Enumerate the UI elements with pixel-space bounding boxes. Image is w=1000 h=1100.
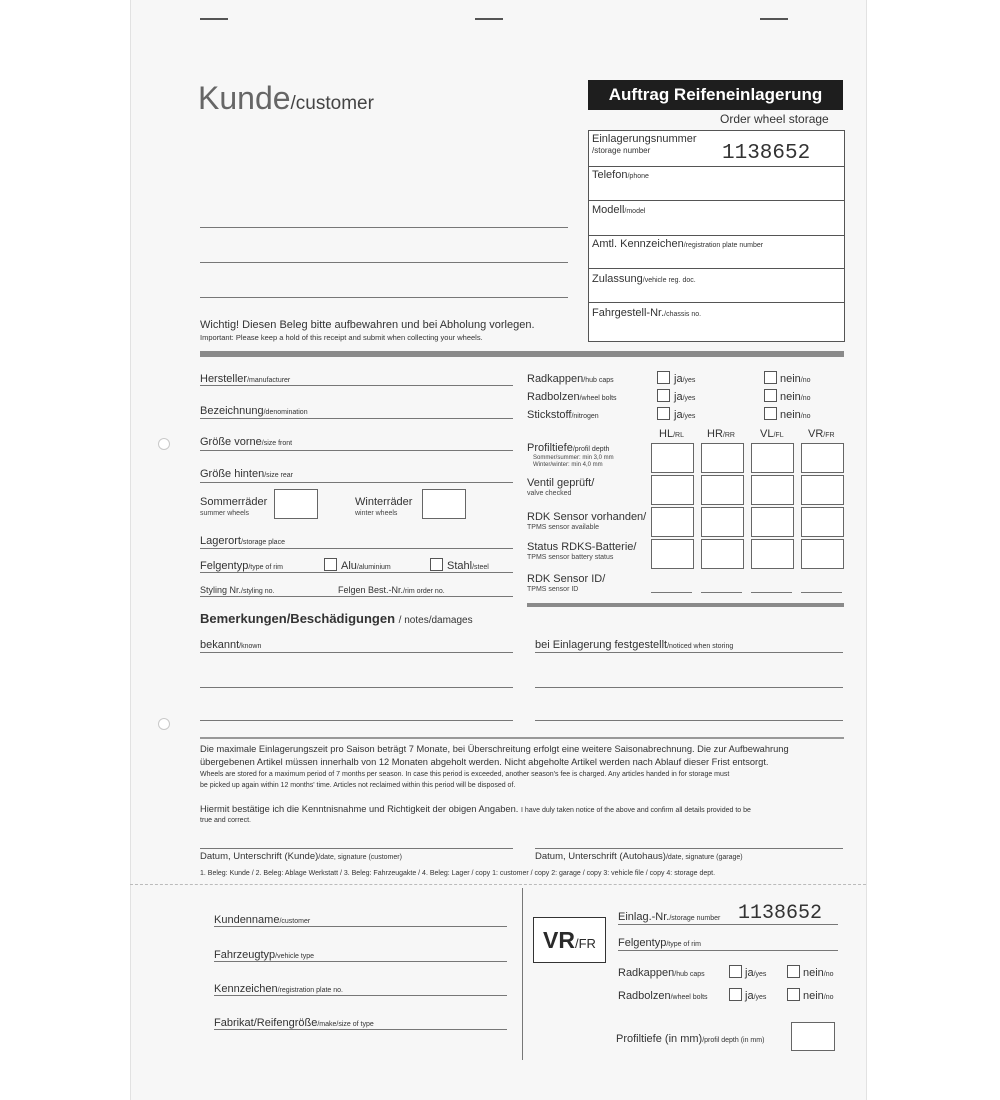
profile-hr-box[interactable]: [701, 443, 744, 473]
nitrogen-field: [527, 409, 599, 421]
sensor-id-vr-input[interactable]: [801, 592, 842, 593]
tag-rim-sub: /type of rim: [666, 941, 701, 948]
no-label: nein: [780, 373, 801, 385]
profile-hl-box[interactable]: [651, 443, 694, 473]
storage-number-sub: /storage number: [592, 146, 651, 155]
terms-en-2: be picked up again within 12 months' time. Articles not reclaimed within this period will be disposed of.: [200, 782, 516, 789]
battery-hl-box[interactable]: [651, 539, 694, 569]
tag-vehicle-label: Fahrzeugtyp: [214, 949, 276, 961]
storage-divider: [588, 166, 844, 167]
noticed-line[interactable]: [535, 652, 843, 653]
confirm-en: I have duly taken notice of the above and confirm all details provided to be: [520, 807, 751, 814]
manufacturer-field: [200, 373, 290, 385]
no-sub: /no: [800, 395, 811, 402]
profile-vl-box[interactable]: [751, 443, 794, 473]
tag-profile-field: [616, 1033, 764, 1045]
tag-hubcaps-field: [618, 967, 705, 979]
rdk-sub: TPMS sensor available: [527, 524, 599, 531]
phone-label: Telefon: [592, 169, 628, 181]
denomination-sub: /denomination: [263, 409, 308, 416]
hubcaps-sub: /hub caps: [583, 377, 614, 384]
hubcaps-yes-option: [674, 373, 695, 385]
nitrogen-no-checkbox[interactable]: [764, 407, 777, 420]
yes-label: ja: [674, 373, 683, 385]
rdk-label: RDK Sensor vorhanden/: [527, 511, 647, 523]
confirm-en-2: true and correct.: [200, 817, 251, 824]
confirm-text: [200, 804, 751, 814]
yes-sub: /yes: [682, 377, 696, 384]
storage-number-label: [592, 133, 697, 145]
terms-de-2: übergebenen Artikel müssen innerhalb von 12 Monaten abgeholt werden. Nicht abgeholte Artikel werden nach Ablauf dieser Frist entsorgt.: [200, 757, 769, 767]
plate-field: [592, 238, 763, 250]
punch-hole: [158, 718, 170, 730]
noticed-label: bei Einlagerung festgestellt: [535, 639, 668, 651]
tag-bolts-yes-checkbox[interactable]: [729, 988, 742, 1001]
tag-hubcaps-sub: /hub caps: [674, 971, 705, 978]
tag-make-sub: /make/size of type: [317, 1021, 374, 1028]
rdk-hl-box[interactable]: [651, 507, 694, 537]
valve-label: Ventil geprüft/: [527, 477, 595, 489]
address-line[interactable]: [200, 262, 568, 263]
known-line[interactable]: [200, 652, 513, 653]
tag-plate-input[interactable]: [214, 995, 507, 996]
garage-signature-line[interactable]: [535, 848, 843, 849]
notice-de: Wichtig! Diesen Beleg bitte aufbewahren und bei Abholung vorlegen.: [200, 319, 535, 331]
yes-sub: /yes: [682, 413, 696, 420]
tag-hubcaps-label: Radkappen: [618, 967, 675, 979]
tag-vehicle-sub: /vehicle type: [275, 953, 315, 960]
tag-bolts-sub: /wheel bolts: [670, 994, 708, 1001]
nitrogen-no-option: [780, 409, 811, 421]
bolts-yes-option: [674, 391, 695, 403]
tag-customer-field: [214, 914, 310, 926]
size-rear-input[interactable]: [200, 482, 513, 483]
size-front-field: [200, 436, 292, 448]
sensor-id-label: RDK Sensor ID/: [527, 573, 606, 585]
order-subtitle: Order wheel storage: [720, 112, 829, 126]
bolts-field: [527, 391, 617, 403]
storage-number-value: 1138652: [722, 142, 811, 165]
tag-plate-label: Kennzeichen: [214, 983, 278, 995]
garage-signature-label: [535, 851, 743, 862]
remarks-heading-sub: / notes/damages: [398, 615, 473, 626]
bolts-no-option: [780, 391, 811, 403]
battery-label: Status RDKS-Batterie/: [527, 541, 637, 553]
tag-profile-box[interactable]: [791, 1022, 835, 1051]
page-title: [198, 80, 374, 117]
notice-en: Important: Please keep a hold of this receipt and submit when collecting your wheels.: [200, 333, 483, 342]
hubcaps-field: [527, 373, 614, 385]
customer-signature-label: [200, 851, 402, 862]
rim-order-sub: /rim order no.: [403, 588, 445, 595]
tag-bolts-no-option: [803, 990, 834, 1002]
customer-signature-line[interactable]: [200, 848, 513, 849]
tag-storage-number: 1138652: [738, 902, 823, 925]
valve-vl-box[interactable]: [751, 475, 794, 505]
tag-storage-sub: /storage number: [669, 915, 721, 922]
tag-yes-sub: /yes: [753, 994, 767, 1001]
winter-wheels-sub: winter wheels: [355, 510, 398, 517]
storage-place-sub: /storage place: [240, 539, 285, 546]
section-divider-2: [527, 603, 844, 607]
sig-garage-de: Datum, Unterschrift (Autohaus): [535, 851, 666, 862]
hubcaps-no-option: [780, 373, 811, 385]
model-sub: /model: [624, 208, 646, 215]
phone-divider: [588, 200, 844, 201]
sig-customer-sub: /date, signature (customer): [318, 854, 402, 861]
yes-sub: /yes: [682, 395, 696, 402]
noticed-line[interactable]: [535, 720, 843, 721]
tag-make-input[interactable]: [214, 1029, 507, 1030]
wheel-position-badge: [533, 917, 606, 963]
battery-vl-box[interactable]: [751, 539, 794, 569]
known-field: [200, 639, 261, 651]
tag-no-sub: /no: [823, 994, 834, 1001]
alu-label: Alu: [341, 560, 357, 572]
perforation-tick: [475, 18, 503, 20]
sensor-id-sub: TPMS sensor ID: [527, 586, 579, 593]
reg-field: [592, 273, 696, 285]
tag-bolts-label: Radbolzen: [618, 990, 671, 1002]
tag-storage-field: [618, 911, 720, 923]
chassis-sub: /chassis no.: [664, 311, 702, 318]
size-rear-label: Größe hinten: [200, 468, 265, 480]
battery-hr-box[interactable]: [701, 539, 744, 569]
tag-bolts-yes-option: [745, 990, 766, 1002]
copies-note: 1. Beleg: Kunde / 2. Beleg: Ablage Werkstatt / 3. Beleg: Fahrzeugakte / 4. Beleg: Lager / copy 1: customer / copy 2: garage / copy 3: vehicle file / copy 4: storage dept.: [200, 870, 716, 877]
summer-wheels-sub: summer wheels: [200, 510, 250, 517]
tag-customer-label: Kundenname: [214, 914, 280, 926]
col-vr-label: VR: [808, 428, 824, 440]
noticed-line[interactable]: [535, 687, 843, 688]
col-vl-label: VL: [760, 428, 774, 440]
no-sub: /no: [800, 377, 811, 384]
styling-field: [200, 585, 274, 595]
storage-place-field: [200, 535, 285, 547]
tag-plate-sub: /registration plate no.: [277, 987, 343, 994]
tag-customer-input[interactable]: [214, 926, 507, 927]
no-label: nein: [780, 409, 801, 421]
bolts-sub: /wheel bolts: [579, 395, 617, 402]
winter-wheels-label: Winterräder: [355, 496, 413, 508]
manufacturer-label: Hersteller: [200, 373, 248, 385]
tag-rim-label: Felgentyp: [618, 937, 667, 949]
perforation-tick: [200, 18, 228, 20]
order-title-bar: [588, 80, 843, 110]
tag-rim-input[interactable]: [618, 950, 838, 951]
order-title: Auftrag Reifeneinlagerung: [608, 85, 823, 104]
alu-sub: /aluminium: [356, 564, 391, 571]
bolts-label: Radbolzen: [527, 391, 580, 403]
tag-make-label: Fabrikat/Reifengröße: [214, 1017, 318, 1029]
tag-hubcaps-no-option: [803, 967, 834, 979]
tag-storage-label: Einlag.-Nr.: [618, 911, 670, 923]
confirm-de: Hiermit bestätige ich die Kenntnisnahme und Richtigkeit der obigen Angaben.: [200, 804, 519, 814]
tag-storage-input[interactable]: [618, 924, 838, 925]
rim-type-input[interactable]: [200, 572, 513, 573]
col-hr-sub: /RR: [722, 432, 735, 439]
hubcaps-no-checkbox[interactable]: [764, 371, 777, 384]
valve-hr-box[interactable]: [701, 475, 744, 505]
steel-sub: /steel: [472, 564, 489, 571]
tag-yes-label: ja: [745, 990, 754, 1002]
tag-no-label: nein: [803, 967, 824, 979]
profile-label: Profiltiefe: [527, 442, 573, 454]
col-vl-header: [760, 428, 784, 440]
chassis-label: Fahrgestell-Nr.: [592, 307, 665, 319]
rdk-hr-box[interactable]: [701, 507, 744, 537]
profile-field: [527, 442, 609, 454]
chassis-field: [592, 307, 701, 319]
storage-place-input[interactable]: [200, 548, 513, 549]
col-hr-label: HR: [707, 428, 723, 440]
section-divider: [200, 351, 844, 357]
address-line[interactable]: [200, 227, 568, 228]
steel-option: [447, 560, 489, 572]
col-hl-sub: /RL: [673, 432, 684, 439]
battery-sub: TPMS sensor battery status: [527, 554, 614, 561]
valve-vr-box[interactable]: [801, 475, 844, 505]
bolts-no-checkbox[interactable]: [764, 389, 777, 402]
col-vr-sub: /FR: [823, 432, 835, 439]
alu-checkbox[interactable]: [324, 558, 337, 571]
col-hl-label: HL: [659, 428, 674, 440]
phone-sub: /phone: [627, 173, 649, 180]
valve-hl-box[interactable]: [651, 475, 694, 505]
no-sub: /no: [800, 413, 811, 420]
plate-divider: [588, 268, 844, 269]
reg-divider: [588, 302, 844, 303]
summer-wheels-label: Sommerräder: [200, 496, 268, 508]
steel-label: Stahl: [447, 560, 473, 572]
profile-winter: Winter/winter: min 4,0 mm: [533, 462, 603, 468]
rim-type-sub: /type of rim: [248, 564, 283, 571]
address-line[interactable]: [200, 297, 568, 298]
model-label: Modell: [592, 204, 625, 216]
sensor-id-vl-input[interactable]: [751, 592, 792, 593]
phone-field: [592, 169, 649, 181]
tag-yes-sub: /yes: [753, 971, 767, 978]
tag-hubcaps-yes-option: [745, 967, 766, 979]
winter-wheels-box[interactable]: [422, 489, 466, 519]
reg-sub: /vehicle reg. doc.: [642, 277, 696, 284]
bolts-yes-checkbox[interactable]: [657, 389, 670, 402]
tag-make-field: [214, 1017, 374, 1029]
terms-de-1: Die maximale Einlagerungszeit pro Saison beträgt 7 Monate, bei Überschreitung erfolgt eine weitere Saisonabrechnung. Die zur Aufbewahrung: [200, 744, 789, 754]
tag-hubcaps-no-checkbox[interactable]: [787, 965, 800, 978]
tag-vehicle-field: [214, 949, 314, 961]
tag-yes-label: ja: [745, 967, 754, 979]
alu-option: [341, 560, 391, 572]
tag-hubcaps-yes-checkbox[interactable]: [729, 965, 742, 978]
model-field: [592, 204, 645, 216]
rim-type-label: Felgentyp: [200, 560, 249, 572]
size-front-sub: /size front: [261, 440, 293, 447]
known-label: bekannt: [200, 639, 240, 651]
storage-number-label-de: Einlagerungsnummer: [592, 133, 697, 145]
section-divider-3: [200, 737, 844, 739]
size-front-label: Größe vorne: [200, 436, 262, 448]
sensor-id-hl-input[interactable]: [651, 592, 692, 593]
rim-type-field: [200, 560, 283, 572]
denomination-label: Bezeichnung: [200, 405, 264, 417]
yes-label: ja: [674, 409, 683, 421]
hubcaps-yes-checkbox[interactable]: [657, 371, 670, 384]
tag-profile-label: Profiltiefe (in mm): [616, 1033, 703, 1045]
nitrogen-yes-option: [674, 409, 695, 421]
noticed-field: [535, 639, 733, 651]
nitrogen-yes-checkbox[interactable]: [657, 407, 670, 420]
tag-rim-field: [618, 937, 701, 949]
rdk-vl-box[interactable]: [751, 507, 794, 537]
manufacturer-input[interactable]: [200, 385, 513, 386]
denomination-input[interactable]: [200, 418, 513, 419]
tag-plate-field: [214, 983, 343, 995]
col-vl-sub: /FL: [773, 432, 784, 439]
size-front-input[interactable]: [200, 450, 513, 451]
title-main: Kunde: [198, 80, 291, 116]
col-hl-header: [659, 428, 684, 440]
col-vr-header: [808, 428, 835, 440]
title-sub: /customer: [290, 93, 374, 114]
nitrogen-sub: /nitrogen: [571, 413, 599, 420]
plate-sub: /registration plate number: [683, 242, 764, 249]
known-line[interactable]: [200, 720, 513, 721]
sensor-id-hr-input[interactable]: [701, 592, 742, 593]
tag-profile-sub: /profil depth (in mm): [702, 1037, 765, 1044]
rim-order-field: [338, 585, 445, 595]
styling-input[interactable]: [200, 596, 513, 597]
tag-divider: [522, 888, 523, 1060]
nitrogen-label: Stickstoff: [527, 409, 572, 421]
summer-wheels-box[interactable]: [274, 489, 318, 519]
remarks-heading-de: Bemerkungen/Beschädigungen: [200, 611, 396, 626]
reg-label: Zulassung: [592, 273, 643, 285]
rim-order-label: Felgen Best.-Nr.: [338, 585, 404, 595]
yes-label: ja: [674, 391, 683, 403]
col-hr-header: [707, 428, 735, 440]
model-divider: [588, 235, 844, 236]
valve-sub: valve checked: [527, 490, 572, 497]
styling-label: Styling Nr.: [200, 585, 242, 595]
perforation-tick: [760, 18, 788, 20]
size-rear-field: [200, 468, 293, 480]
tag-no-sub: /no: [823, 971, 834, 978]
badge-main: VR: [543, 927, 575, 953]
tag-no-label: nein: [803, 990, 824, 1002]
steel-checkbox[interactable]: [430, 558, 443, 571]
remarks-heading: [200, 611, 473, 626]
tag-customer-sub: /customer: [279, 918, 311, 925]
storage-place-label: Lagerort: [200, 535, 241, 547]
denomination-field: [200, 405, 308, 417]
plate-label: Amtl. Kennzeichen: [592, 238, 684, 250]
known-line[interactable]: [200, 687, 513, 688]
no-label: nein: [780, 391, 801, 403]
profile-vr-box[interactable]: [801, 443, 844, 473]
punch-hole: [158, 438, 170, 450]
profile-summer: Sommer/summer: min 3,0 mm: [533, 455, 614, 461]
tag-bolts-no-checkbox[interactable]: [787, 988, 800, 1001]
badge-sub: /FR: [575, 936, 596, 951]
noticed-sub: /noticed when storing: [667, 643, 734, 650]
profile-sub: /profil depth: [572, 446, 610, 453]
styling-sub: /styling no.: [241, 588, 275, 595]
tag-vehicle-input[interactable]: [214, 961, 507, 962]
sig-garage-sub: /date, signature (garage): [665, 854, 743, 861]
tear-off-line: [130, 884, 866, 885]
sig-customer-de: Datum, Unterschrift (Kunde): [200, 851, 319, 862]
tag-bolts-field: [618, 990, 708, 1002]
rdk-vr-box[interactable]: [801, 507, 844, 537]
size-rear-sub: /size rear: [264, 472, 293, 479]
battery-vr-box[interactable]: [801, 539, 844, 569]
hubcaps-label: Radkappen: [527, 373, 584, 385]
manufacturer-sub: /manufacturer: [247, 377, 291, 384]
known-sub: /known: [239, 643, 262, 650]
terms-en-1: Wheels are stored for a maximum period of 7 months per season. In case this period is exceeded, another season's fee is charged. Any articles handed in for storage must: [200, 771, 730, 778]
